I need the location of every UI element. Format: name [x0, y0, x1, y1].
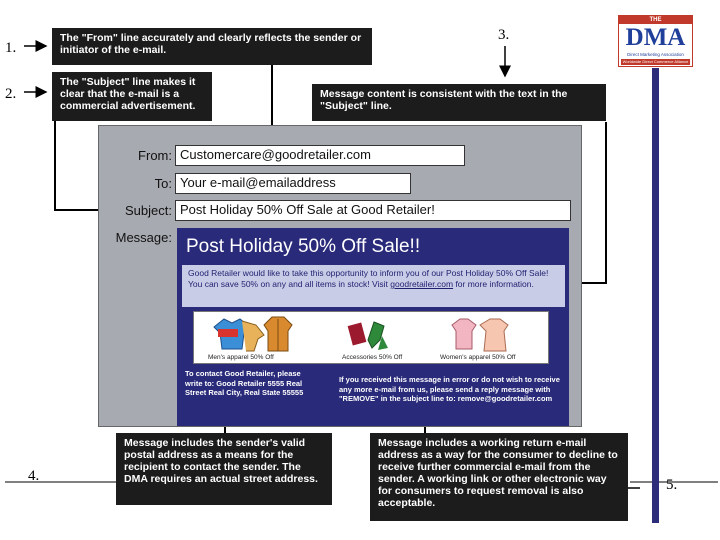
label-number-5: 5.	[666, 477, 678, 493]
caption-womens: Women's apparel 50% Off	[440, 354, 516, 361]
message-label: Message:	[115, 230, 172, 245]
product-strip	[193, 311, 549, 364]
callout-subject-line: The "Subject" line makes it clear that the e-mail is a commercial advertisement.	[52, 72, 212, 121]
label-number-4: 4.	[28, 468, 40, 484]
logo-main-text: DMA	[625, 24, 686, 51]
callout-from-line: The "From" line accurately and clearly reflects the sender or initiator of the e-mail.	[52, 28, 372, 65]
intro-text-1: Good Retailer would like to take this opportunity to inform you of our Post Holiday 50% Off Sale! You can save 50% on any and all items in stock! Visit	[188, 268, 549, 289]
dma-logo	[618, 15, 693, 67]
to-field[interactable]: Your e-mail@emailaddress	[175, 173, 411, 194]
accessories-image[interactable]	[344, 318, 404, 352]
logo-top-text: THE	[619, 16, 692, 24]
label-number-1: 1.	[5, 40, 17, 56]
caption-accessories: Accessories 50% Off	[342, 354, 403, 361]
removal-instructions-text: If you received this message in error or do not wish to receive any more e-mail from us, please send a reply message with "REMOVE" in the subject line to: remove@goodretailer.com	[339, 375, 560, 403]
email-headline: Post Holiday 50% Off Sale!!	[186, 236, 421, 257]
callout-content: Message content is consistent with the text in the "Subject" line.	[312, 84, 606, 121]
logo-strip-text: Worldwide Direct Commerce Alliance	[622, 59, 689, 64]
from-field[interactable]: Customercare@goodretailer.com	[175, 145, 465, 166]
womens-apparel-image[interactable]	[444, 315, 514, 353]
jacket-image[interactable]	[258, 315, 298, 353]
label-number-3: 3.	[498, 27, 510, 43]
email-intro-text	[182, 265, 565, 307]
label-number-2: 2.	[5, 86, 17, 102]
right-bar	[652, 68, 659, 523]
callout-postal-address: Message includes the sender's valid postal address as a means for the recipient to contact the sender. The DMA requires an actual street address.	[116, 433, 332, 505]
from-label: From:	[138, 148, 172, 163]
subject-field[interactable]: Post Holiday 50% Off Sale at Good Retailer!	[175, 200, 571, 221]
email-message-body	[177, 228, 569, 426]
subject-label: Subject:	[125, 203, 172, 218]
logo-sub-text: Direct Marketing Association	[627, 52, 684, 57]
callout-return-email: Message includes a working return e-mail address as a way for the consumer to decline to receive further commercial e-mail from the sender. A working link or other electronic way for consumers to request removal is also acceptable.	[370, 433, 628, 521]
intro-text-2: for more information.	[453, 279, 534, 289]
postal-address-text: To contact Good Retailer, please write to: Good Retailer 5555 Real Street Real City, Real State 55555	[185, 369, 304, 397]
to-label: To:	[154, 176, 172, 191]
retailer-link[interactable]: goodretailer.com	[390, 279, 454, 289]
caption-mens: Men's apparel 50% Off	[208, 354, 274, 361]
